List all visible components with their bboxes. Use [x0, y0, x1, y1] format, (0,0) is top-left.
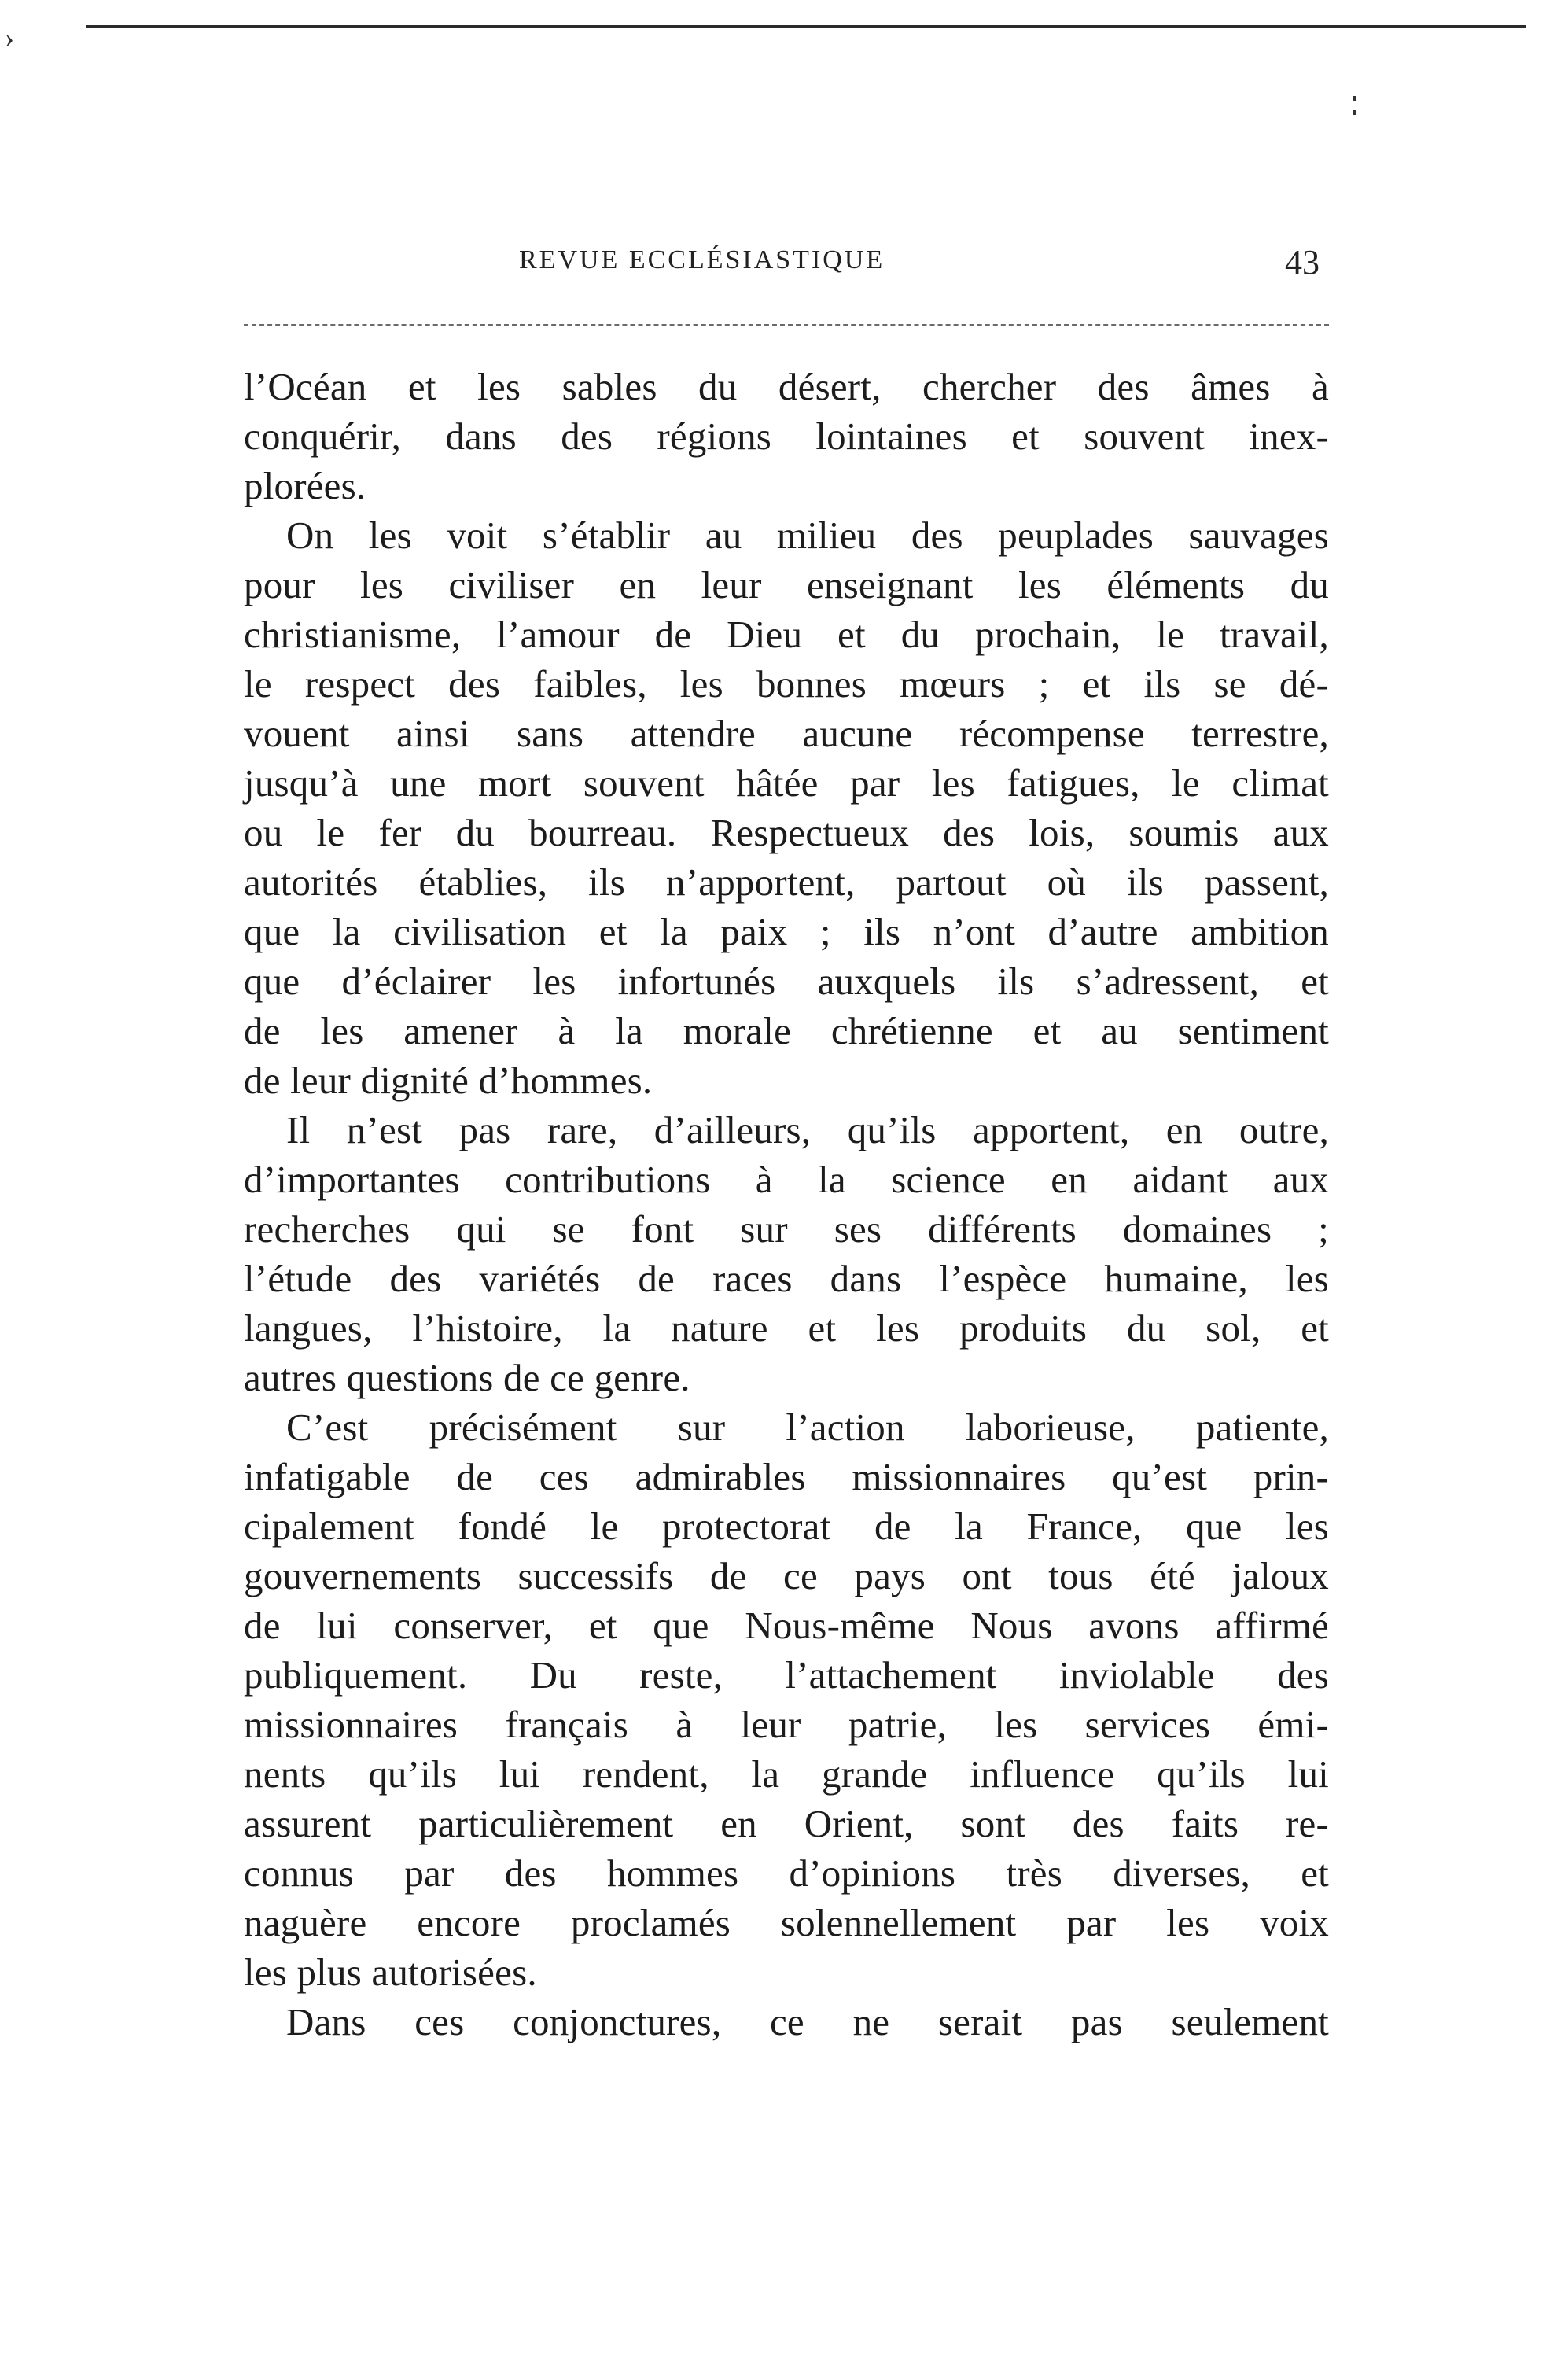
text-line: naguère encore proclamés solennellement par les voix [244, 1901, 1329, 1944]
paragraph [244, 1997, 1329, 2047]
text-line: l’Océan et les sables du désert, chercher des âmes à [244, 365, 1329, 408]
text-line: jusqu’à une mort souvent hâtée par les fatigues, le climat [244, 761, 1329, 805]
text-line: que la civilisation et la paix ; ils n’ont d’autre ambition [244, 910, 1329, 953]
text-line: gouvernements successifs de ce pays ont tous été jaloux [244, 1554, 1329, 1597]
text-line: assurent particulièrement en Orient, sont des faits re- [244, 1802, 1329, 1845]
top-margin-mark: › [5, 22, 14, 53]
top-border-rule [86, 25, 1526, 28]
text-line: ou le fer du bourreau. Respectueux des lois, soumis aux [244, 811, 1329, 854]
text-line: pour les civiliser en leur enseignant les éléments du [244, 563, 1329, 606]
text-line: connus par des hommes d’opinions très diverses, et [244, 1851, 1329, 1895]
text-line: nents qu’ils lui rendent, la grande influence qu’ils lui [244, 1752, 1329, 1796]
text-line: les plus autorisées. [244, 1951, 537, 1994]
text-line: langues, l’histoire, la nature et les produits du sol, et [244, 1306, 1329, 1350]
text-line: de leur dignité d’hommes. [244, 1059, 653, 1102]
paragraph [244, 1105, 1329, 1402]
text-line: infatigable de ces admirables missionnaires qu’est prin- [244, 1455, 1329, 1498]
running-title: REVUE ECCLÉSIASTIQUE [519, 245, 885, 274]
text-line: vouent ainsi sans attendre aucune récompense terrestre, [244, 712, 1329, 755]
text-line: plorées. [244, 464, 366, 507]
paragraph [244, 1402, 1329, 1997]
margin-dot [1353, 96, 1356, 101]
text-line: cipalement fondé le protectorat de la France, que les [244, 1505, 1329, 1548]
paragraph [244, 510, 1329, 1105]
text-line: que d’éclairer les infortunés auxquels ils s’adressent, et [244, 960, 1329, 1003]
text-line: Dans ces conjonctures, ce ne serait pas seulement [286, 2000, 1329, 2043]
text-line: le respect des faibles, les bonnes mœurs ; et ils se dé- [244, 662, 1329, 706]
text-line: l’étude des variétés de races dans l’espèce humaine, les [244, 1257, 1329, 1300]
text-line: de lui conserver, et que Nous-même Nous avons affirmé [244, 1604, 1329, 1647]
paragraph [244, 362, 1329, 510]
text-line: conquérir, dans des régions lointaines et souvent inex- [244, 414, 1329, 458]
page-number: 43 [1285, 243, 1320, 282]
body-text [244, 362, 1329, 2047]
header-rule [244, 324, 1329, 326]
text-line: missionnaires français à leur patrie, les services émi- [244, 1703, 1329, 1746]
text-line: C’est précisément sur l’action laborieuse, patiente, [286, 1406, 1329, 1449]
text-line: de les amener à la morale chrétienne et au sentiment [244, 1009, 1329, 1052]
text-line: recherches qui se font sur ses différents domaines ; [244, 1207, 1329, 1251]
text-line: autres questions de ce genre. [244, 1356, 690, 1399]
text-line: d’importantes contributions à la science en aidant aux [244, 1158, 1329, 1201]
margin-dot [1353, 110, 1356, 115]
text-line: Il n’est pas rare, d’ailleurs, qu’ils apportent, en outre, [286, 1108, 1329, 1151]
running-head [244, 242, 1329, 289]
text-line: On les voit s’établir au milieu des peuplades sauvages [286, 514, 1329, 557]
text-line: publiquement. Du reste, l’attachement inviolable des [244, 1653, 1329, 1697]
text-line: autorités établies, ils n’apportent, partout où ils passent, [244, 860, 1329, 904]
text-line: christianisme, l’amour de Dieu et du prochain, le travail, [244, 613, 1329, 656]
